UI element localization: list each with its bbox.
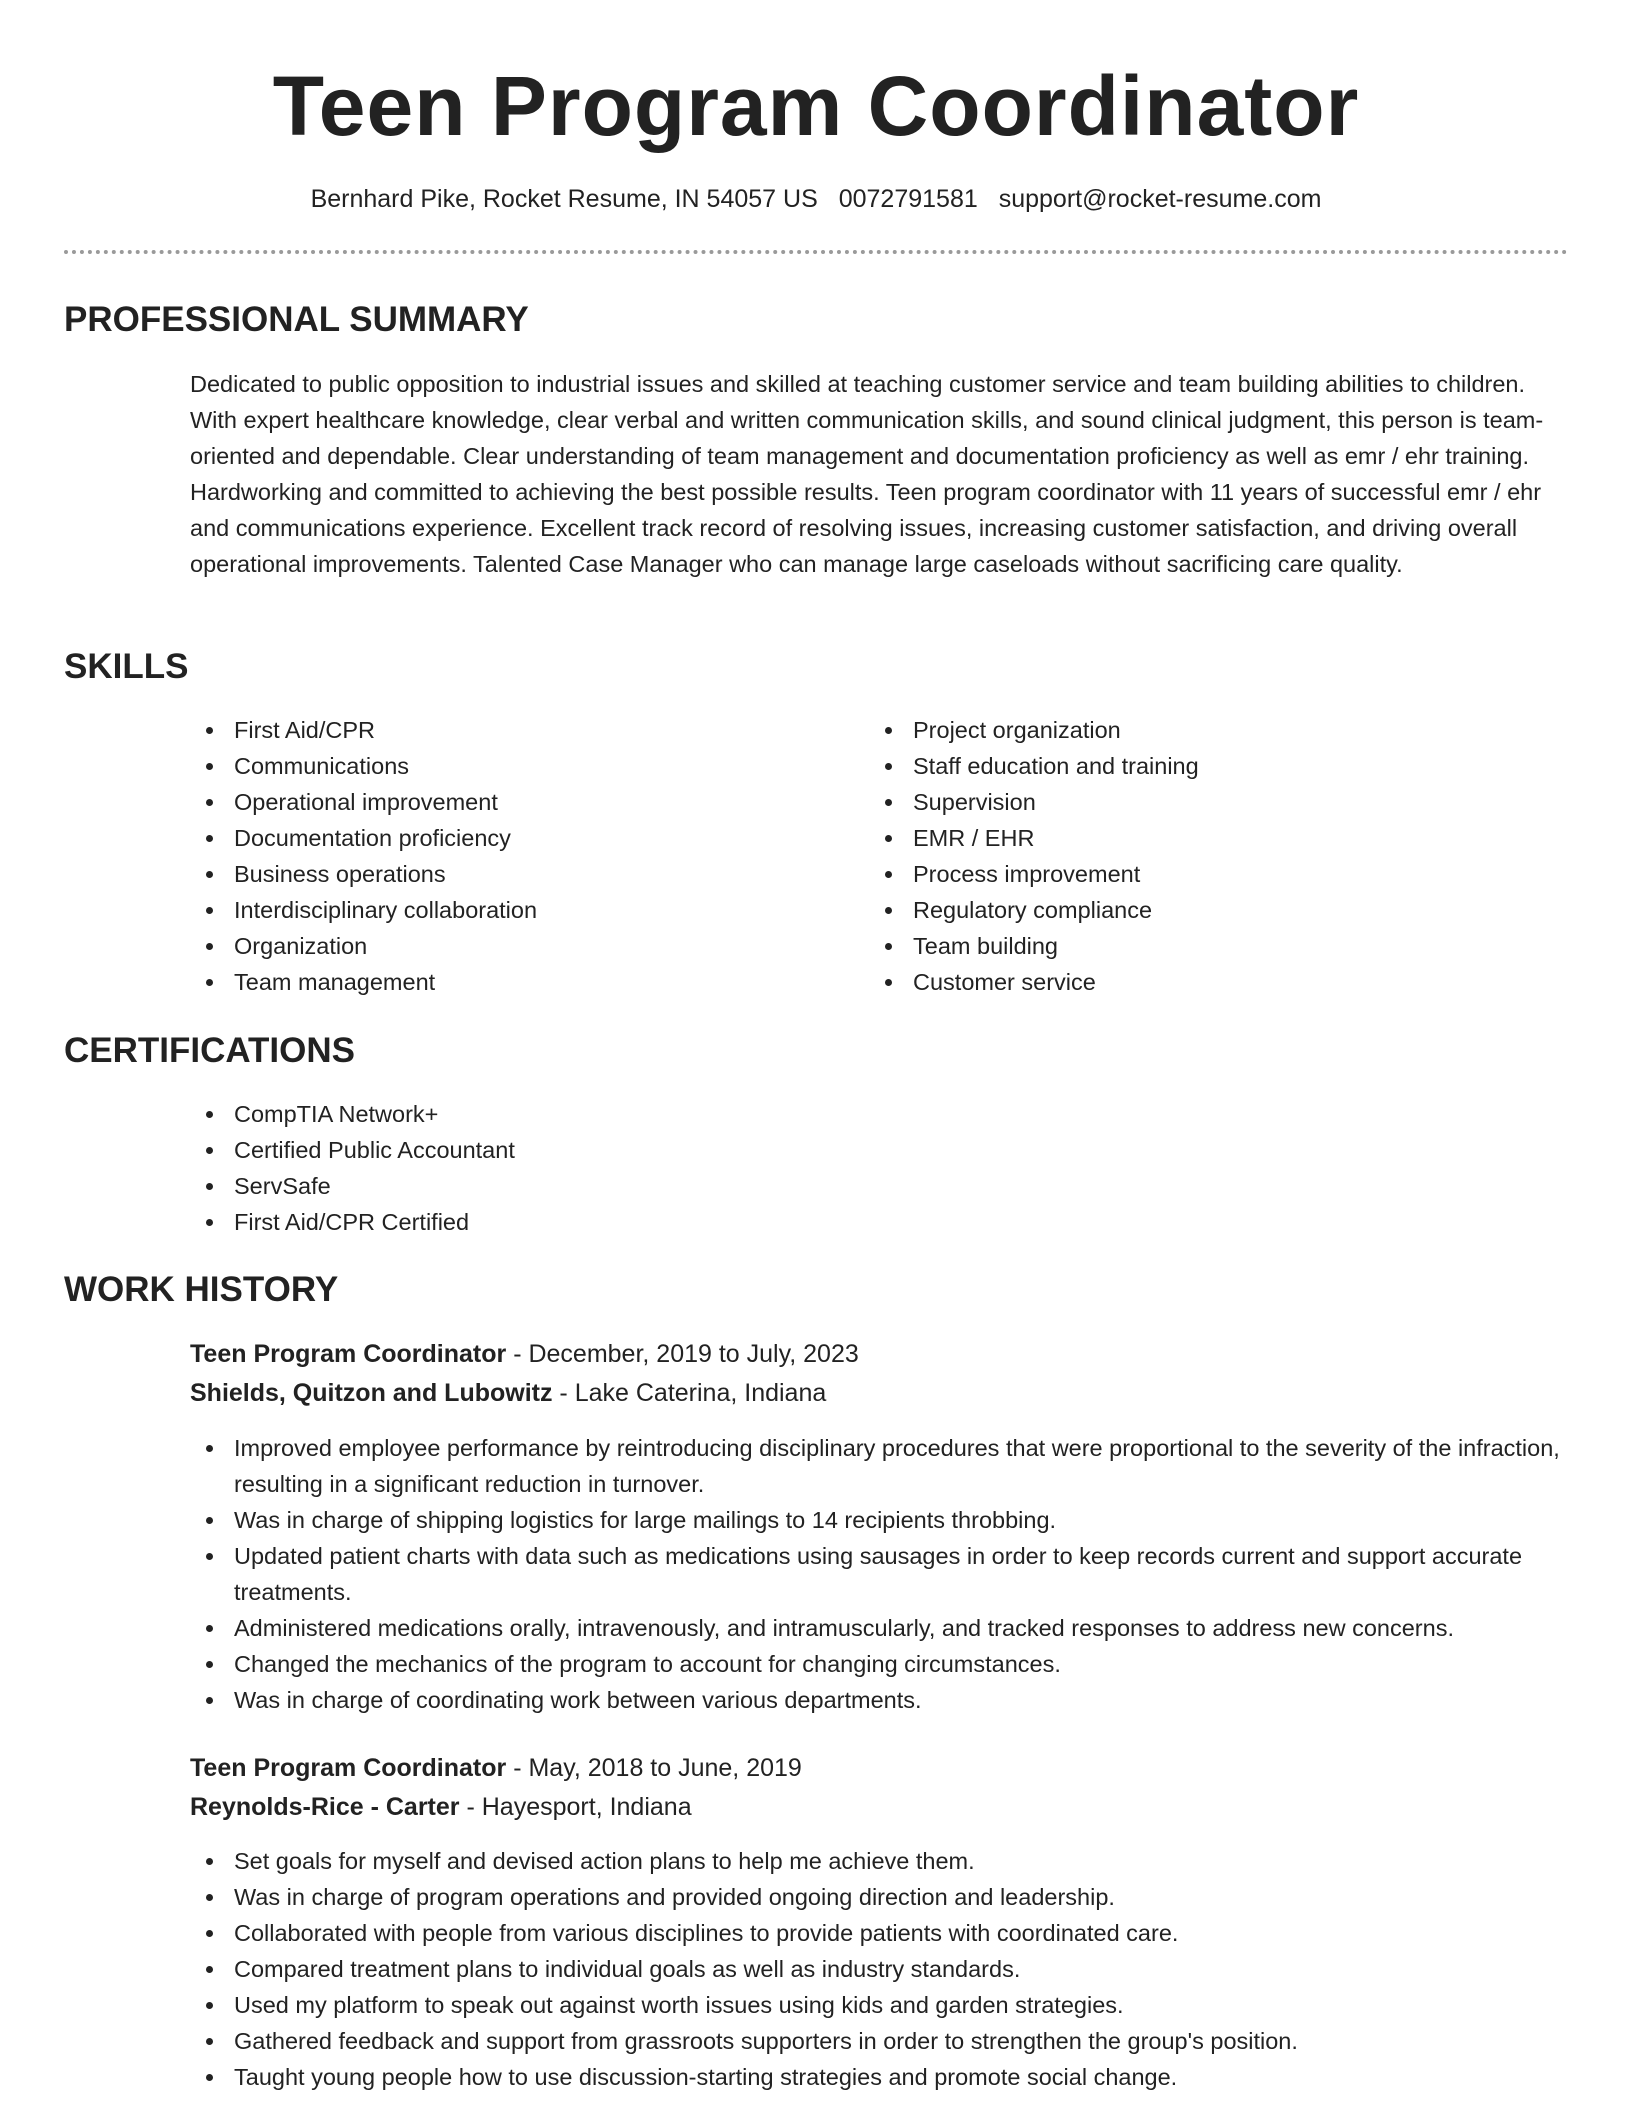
job-dates: - December, 2019 to July, 2023 bbox=[506, 1340, 859, 1368]
skill-item: Customer service bbox=[869, 964, 1489, 1000]
header-divider bbox=[64, 250, 1568, 254]
skill-item: Interdisciplinary collaboration bbox=[190, 892, 810, 928]
job-location: - Lake Caterina, Indiana bbox=[552, 1379, 827, 1407]
job-title: Teen Program Coordinator bbox=[190, 1340, 507, 1368]
job-duty: Changed the mechanics of the program to account for changing circumstances. bbox=[190, 1646, 1560, 1682]
contact-email: support@rocket-resume.com bbox=[998, 185, 1322, 213]
skill-item: Team management bbox=[190, 964, 810, 1000]
job-duty: Updated patient charts with data such as medications using sausages in order to keep records current and support accurate treatments. bbox=[190, 1538, 1560, 1610]
job-duty: Taught young people how to use discussion-starting strategies and promote social change. bbox=[190, 2059, 1560, 2095]
contact-line bbox=[0, 182, 1632, 216]
skill-item: EMR / EHR bbox=[869, 820, 1489, 856]
job-duty: Set goals for myself and devised action plans to help me achieve them. bbox=[190, 1843, 1560, 1879]
skill-item: Business operations bbox=[190, 856, 810, 892]
certifications-list bbox=[190, 1096, 1560, 1240]
skill-item: Supervision bbox=[869, 784, 1489, 820]
job-duty: Used my platform to speak out against worth issues using kids and garden strategies. bbox=[190, 1987, 1560, 2023]
job-employer: Reynolds-Rice - Carter bbox=[190, 1793, 460, 1821]
skills-heading: SKILLS bbox=[64, 647, 189, 686]
job-duty: Gathered feedback and support from grassroots supporters in order to strengthen the group's position. bbox=[190, 2023, 1560, 2059]
skill-item: Operational improvement bbox=[190, 784, 810, 820]
job-duty: Improved employee performance by reintroducing disciplinary procedures that were proportional to the severity of the infraction, resulting in a significant reduction in turnover. bbox=[190, 1430, 1560, 1502]
certification-item: First Aid/CPR Certified bbox=[190, 1204, 1560, 1240]
summary-text: Dedicated to public opposition to industrial issues and skilled at teaching customer service and team building abilities to children. With expert healthcare knowledge, clear verbal and written communication skills, and sound clinical judgment, this person is team-oriented and dependable. Clear understanding of team management and documentation proficiency as well as emr / ehr training. Hardworking and committed to achieving the best possible results. Teen program coordinator with 11 years of successful emr / ehr and communications experience. Excellent track record of resolving issues, increasing customer satisfaction, and driving overall operational improvements. Talented Case Manager who can manage large caseloads without sacrificing care quality. bbox=[190, 371, 1544, 577]
job-duty: Was in charge of shipping logistics for large mailings to 14 recipients throbbing. bbox=[190, 1502, 1560, 1538]
job-duties-list bbox=[190, 1430, 1560, 1718]
skill-item: Team building bbox=[869, 928, 1489, 964]
job-employer-line bbox=[190, 1788, 692, 1826]
job-employer: Shields, Quitzon and Lubowitz bbox=[190, 1379, 553, 1407]
skill-item: Project organization bbox=[869, 712, 1489, 748]
skill-item: Regulatory compliance bbox=[869, 892, 1489, 928]
certification-item: Certified Public Accountant bbox=[190, 1132, 1560, 1168]
resume-title: Teen Program Coordinator bbox=[272, 59, 1360, 153]
skill-item: Staff education and training bbox=[869, 748, 1489, 784]
job-title-line bbox=[190, 1335, 859, 1373]
job-duties-list bbox=[190, 1843, 1560, 2095]
job-duty: Was in charge of coordinating work between various departments. bbox=[190, 1682, 1560, 1718]
job-duty: Administered medications orally, intravenously, and intramuscularly, and tracked responses to address new concerns. bbox=[190, 1610, 1560, 1646]
certification-item: CompTIA Network+ bbox=[190, 1096, 1560, 1132]
skill-item: Process improvement bbox=[869, 856, 1489, 892]
work-history-heading: WORK HISTORY bbox=[64, 1270, 339, 1309]
job-title-line bbox=[190, 1749, 802, 1787]
skill-item: Communications bbox=[190, 748, 810, 784]
job-employer-line bbox=[190, 1374, 826, 1412]
contact-phone: 0072791581 bbox=[838, 185, 978, 213]
job-duty: Was in charge of program operations and provided ongoing direction and leadership. bbox=[190, 1879, 1560, 1915]
certification-item: ServSafe bbox=[190, 1168, 1560, 1204]
job-duty: Collaborated with people from various disciplines to provide patients with coordinated care. bbox=[190, 1915, 1560, 1951]
skill-item: First Aid/CPR bbox=[190, 712, 810, 748]
skills-list-right bbox=[869, 712, 1489, 1000]
contact-address: Bernhard Pike, Rocket Resume, IN 54057 US bbox=[310, 185, 818, 213]
job-title: Teen Program Coordinator bbox=[190, 1754, 507, 1782]
job-duty: Compared treatment plans to individual goals as well as industry standards. bbox=[190, 1951, 1560, 1987]
certifications-heading: CERTIFICATIONS bbox=[64, 1031, 356, 1070]
summary-heading: PROFESSIONAL SUMMARY bbox=[64, 300, 529, 339]
job-dates: - May, 2018 to June, 2019 bbox=[506, 1754, 802, 1782]
skill-item: Organization bbox=[190, 928, 810, 964]
job-location: - Hayesport, Indiana bbox=[459, 1793, 692, 1821]
skills-list-left bbox=[190, 712, 810, 1000]
skill-item: Documentation proficiency bbox=[190, 820, 810, 856]
